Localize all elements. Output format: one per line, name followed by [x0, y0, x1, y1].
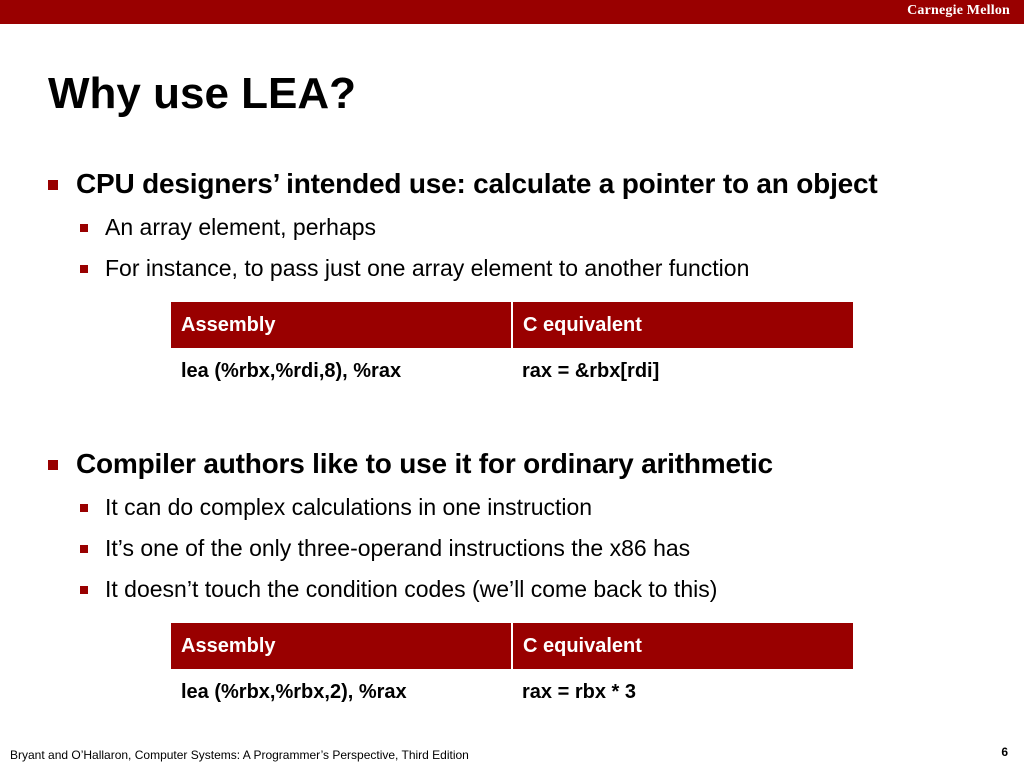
assembly-cell: lea (%rbx,%rbx,2), %rax — [171, 669, 512, 715]
bullet-item — [48, 448, 773, 480]
page-number: 6 — [1001, 745, 1008, 759]
bullet-text: Compiler authors like to use it for ordinary arithmetic — [76, 448, 773, 479]
sub-bullet-square-icon — [80, 586, 88, 594]
table-header-cell: Assembly — [171, 302, 512, 348]
c-equivalent-cell: rax = rbx * 3 — [512, 669, 853, 715]
bullet-text: CPU designers’ intended use: calculate a pointer to an object — [76, 168, 878, 199]
sub-bullet-square-icon — [80, 504, 88, 512]
sub-bullet-item — [80, 535, 690, 562]
bullet-square-icon — [48, 460, 58, 470]
sub-bullet-item — [80, 576, 717, 603]
sub-bullet-text: It doesn’t touch the condition codes (we’ll come back to this) — [105, 576, 718, 602]
sub-bullet-text: An array element, perhaps — [105, 214, 377, 240]
table-row — [171, 669, 853, 715]
bullet-item — [48, 168, 878, 200]
table-header-cell: Assembly — [171, 623, 512, 669]
sub-bullet-item — [80, 214, 376, 241]
table-header-cell: C equivalent — [512, 623, 853, 669]
bullet-square-icon — [48, 180, 58, 190]
sub-bullet-item — [80, 494, 592, 521]
table-header-cell: C equivalent — [512, 302, 853, 348]
header-bar — [0, 0, 1024, 24]
sub-bullet-square-icon — [80, 265, 88, 273]
sub-bullet-item — [80, 255, 749, 282]
footer-citation: Bryant and O’Hallaron, Computer Systems: A Programmer’s Perspective, Third Edition — [10, 748, 469, 762]
sub-bullet-text: It’s one of the only three-operand instructions the x86 has — [105, 535, 691, 561]
c-equivalent-cell: rax = &rbx[rdi] — [512, 348, 853, 394]
sub-bullet-text: For instance, to pass just one array element to another function — [105, 255, 750, 281]
table-header-row — [171, 302, 853, 348]
sub-bullet-square-icon — [80, 545, 88, 553]
assembly-cell: lea (%rbx,%rdi,8), %rax — [171, 348, 512, 394]
brand-label: Carnegie Mellon — [907, 3, 1010, 18]
code-table — [171, 623, 853, 715]
table-row — [171, 348, 853, 394]
sub-bullet-text: It can do complex calculations in one instruction — [105, 494, 593, 520]
sub-bullet-square-icon — [80, 224, 88, 232]
slide-title: Why use LEA? — [48, 69, 357, 118]
table-header-row — [171, 623, 853, 669]
code-table — [171, 302, 853, 394]
